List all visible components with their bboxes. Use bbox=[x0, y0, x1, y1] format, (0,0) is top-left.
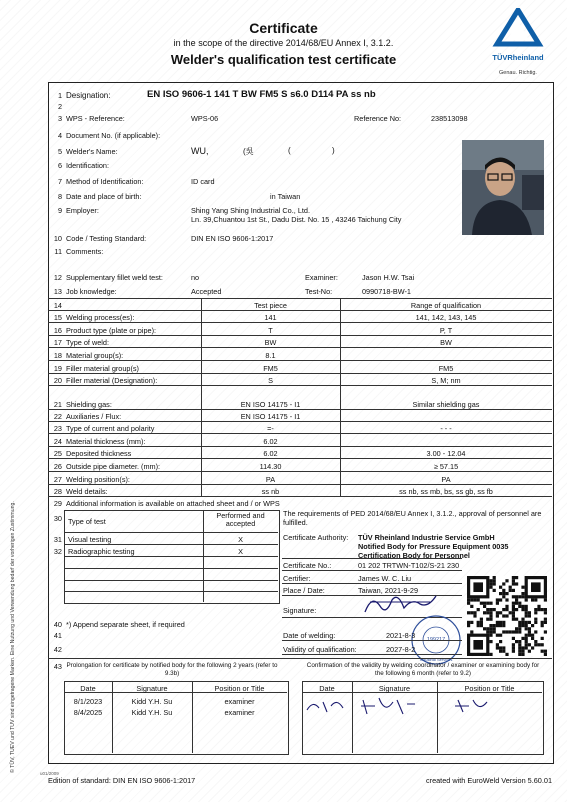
table-header-line bbox=[48, 310, 552, 311]
code-value: DIN EN ISO 9606-1:2017 bbox=[191, 234, 274, 243]
welder-name-part3: ) bbox=[332, 146, 335, 155]
welder-photo bbox=[462, 140, 544, 235]
test-row-line-2 bbox=[64, 544, 278, 545]
row-number: 1 bbox=[57, 91, 62, 100]
footer-edition: Edition of standard: DIN EN ISO 9606-1:2017 bbox=[48, 776, 196, 785]
table-row-piece: FM5 bbox=[263, 364, 278, 373]
table-row-label: Shielding gas: bbox=[66, 400, 112, 409]
table-row-line bbox=[48, 335, 552, 336]
table-row-line bbox=[48, 433, 552, 434]
table-row-label: Deposited thickness bbox=[66, 449, 132, 458]
side-legal-text: © TÜV, TUEV und TUV sind eingetragene Marken. Eine Nutzung und Verwendung bedarf der vorherigen Zustimmung. bbox=[10, 501, 16, 773]
right-signature-header: Signature bbox=[378, 684, 411, 693]
certifier-label: Certifier: bbox=[283, 574, 311, 583]
right-date-header: Date bbox=[319, 684, 335, 693]
table-row-line bbox=[48, 458, 552, 459]
wps-label: WPS - Reference: bbox=[66, 114, 125, 123]
validity-label: Validity of qualification: bbox=[283, 645, 357, 654]
left-position-header: Position or Title bbox=[214, 684, 265, 693]
employer-line1: Shing Yang Shing Industrial Co., Ltd. bbox=[191, 206, 310, 215]
prolong-date: 8/1/2023 bbox=[73, 697, 103, 706]
birth-value: in Taiwan bbox=[270, 192, 301, 201]
place-date-value: Taiwan, 2021-9-29 bbox=[358, 586, 419, 595]
table-row-line bbox=[48, 347, 552, 348]
prolong-top-line bbox=[48, 658, 552, 659]
table-row-line bbox=[48, 322, 552, 323]
signature-label: Signature: bbox=[283, 606, 317, 615]
table-row-piece: PA bbox=[265, 475, 276, 484]
prolong-date: 8/4/2025 bbox=[73, 708, 103, 717]
table-row-line bbox=[48, 385, 552, 386]
row-number: 8 bbox=[57, 192, 62, 201]
table-row-range: ≥ 57.15 bbox=[433, 462, 459, 471]
table-row-line bbox=[48, 409, 552, 410]
examiner-label: Examiner: bbox=[305, 273, 338, 282]
row-number: 42 bbox=[53, 645, 62, 654]
row-number: 2 bbox=[57, 102, 62, 111]
row-number: 4 bbox=[57, 131, 62, 140]
test-no-label: Test-No: bbox=[305, 287, 333, 296]
table-row-label: Weld details: bbox=[66, 487, 108, 496]
row-number: 13 bbox=[53, 287, 62, 296]
table-top-line bbox=[48, 298, 552, 299]
table-row-label: Filler material (Designation): bbox=[66, 376, 158, 385]
table-row-label: Type of current and polarity bbox=[66, 424, 155, 433]
supplementary-value: no bbox=[191, 273, 200, 282]
welder-name-label: Welder's Name: bbox=[66, 147, 118, 156]
row-number: 19 bbox=[53, 364, 62, 373]
table-row-line bbox=[48, 471, 552, 472]
row-number: 25 bbox=[53, 449, 62, 458]
table-row-line bbox=[48, 421, 552, 422]
row-number: 29 bbox=[53, 499, 62, 508]
row-number: 22 bbox=[53, 412, 62, 421]
stamp-number: 199217 bbox=[426, 637, 446, 643]
row-number: 24 bbox=[53, 437, 62, 446]
row-number: 15 bbox=[53, 313, 62, 322]
test-row-line-1 bbox=[64, 532, 278, 533]
table-row-label: Type of weld: bbox=[66, 338, 109, 347]
designation-label: Designation: bbox=[66, 91, 111, 100]
row-number: 17 bbox=[53, 338, 62, 347]
logo-text: TÜVRheinland bbox=[492, 53, 544, 62]
visual-testing: Visual testing bbox=[68, 535, 112, 544]
examiner-value: Jason H.W. Tsai bbox=[362, 273, 415, 282]
welder-name-part2: ( bbox=[288, 146, 291, 155]
table-bottom-line bbox=[48, 496, 552, 497]
main-title: Welder's qualification test certificate bbox=[170, 52, 397, 67]
table-row-label: Filler material group(s) bbox=[66, 364, 139, 373]
table-row-range: FM5 bbox=[438, 364, 454, 373]
table-row-line bbox=[48, 446, 552, 447]
code-label: Code / Testing Standard: bbox=[66, 234, 147, 243]
row-number: 43 bbox=[53, 662, 62, 671]
type-of-test-header: Type of test bbox=[68, 517, 106, 526]
document-label: Document No. (if applicable): bbox=[66, 131, 161, 140]
row-number: 7 bbox=[57, 177, 62, 186]
table-row-piece: EN ISO 14175 - I1 bbox=[240, 412, 301, 421]
row-number: 14 bbox=[53, 301, 62, 310]
certificate-no-value: 01 202 TRTWN-T102/S-21 230 bbox=[358, 561, 460, 570]
table-row-range: 3.00 - 12.04 bbox=[426, 449, 466, 458]
prolong-position: examiner bbox=[224, 708, 255, 717]
authority-label: Certificate Authority: bbox=[283, 533, 349, 542]
ped-line-7 bbox=[282, 654, 462, 655]
left-date-header: Date bbox=[80, 684, 96, 693]
append-note: *) Append separate sheet, if required bbox=[66, 620, 185, 629]
table-row-piece: BW bbox=[264, 338, 277, 347]
test-no-value: 0990718-BW-1 bbox=[362, 287, 411, 296]
additional-info: Additional information is available on attached sheet and / or WPS bbox=[66, 499, 280, 508]
date-of-welding-value: 2021-8-3 bbox=[386, 631, 416, 640]
prolong-left-title: Prolongation for certificate by notified body for the following 2 years (refer to 9.3b) bbox=[66, 662, 278, 677]
designation-value: EN ISO 9606-1 141 T BW FM5 S s6.0 D114 PA ss nb bbox=[147, 89, 376, 100]
job-knowledge-value: Accepted bbox=[191, 287, 222, 296]
authority-line3: Certification Body for Personnel bbox=[358, 551, 470, 560]
table-row-label: Material thickness (mm): bbox=[66, 437, 146, 446]
ped-line-1 bbox=[282, 558, 462, 559]
row-number: 40 bbox=[53, 620, 62, 629]
handwritten-entries-icon bbox=[303, 694, 541, 720]
birth-label: Date and place of birth: bbox=[66, 192, 142, 201]
table-row-range: ss nb, ss mb, bs, ss gb, ss fb bbox=[399, 487, 493, 496]
qr-code-icon bbox=[467, 576, 547, 656]
table-row-piece: T bbox=[268, 326, 273, 335]
row-number: 16 bbox=[53, 326, 62, 335]
radiographic-testing: Radiographic testing bbox=[68, 547, 135, 556]
test-row-line-6 bbox=[64, 591, 278, 592]
ped-statement: The requirements of PED 2014/68/EU Annex I, 3.1.2., approval of personnel are fulfilled. bbox=[283, 509, 542, 527]
row-number: 11 bbox=[54, 247, 62, 256]
identification-label: Identification: bbox=[66, 161, 109, 170]
table-row-piece: ss nb bbox=[261, 487, 280, 496]
table-row-label: Auxiliaries / Flux: bbox=[66, 412, 122, 421]
employer-label: Employer: bbox=[66, 206, 99, 215]
certificate-no-label: Certificate No.: bbox=[283, 561, 332, 570]
row-number: 31 bbox=[53, 535, 62, 544]
method-value: ID card bbox=[191, 177, 215, 186]
row-number: 30 bbox=[53, 514, 62, 523]
directive-subtitle: in the scope of the directive 2014/68/EU Annex I, 3.1.2. bbox=[173, 38, 394, 48]
date-of-welding-label: Date of welding: bbox=[283, 631, 336, 640]
authority-line2: Notified Body for Pressure Equipment 0035 bbox=[358, 542, 509, 551]
validity-value: 2027-8-2 bbox=[386, 645, 416, 654]
certificate-title: Certificate bbox=[249, 20, 318, 36]
place-date-label: Place / Date: bbox=[283, 586, 325, 595]
row-number: 23 bbox=[53, 424, 62, 433]
table-row-line bbox=[48, 373, 552, 374]
prolong-position: examiner bbox=[224, 697, 255, 706]
row-number: 9 bbox=[57, 206, 62, 215]
table-row-range: BW bbox=[440, 338, 452, 347]
authority-line1: TÜV Rheinland Industrie Service GmbH bbox=[358, 533, 495, 542]
table-row-piece: S bbox=[268, 376, 273, 385]
table-row-piece: =- bbox=[267, 424, 274, 433]
row-number: 5 bbox=[57, 147, 62, 156]
row-number: 6 bbox=[57, 161, 62, 170]
table-row-line bbox=[48, 484, 552, 485]
table-row-range: 141, 142, 143, 145 bbox=[415, 313, 477, 322]
ped-line-6 bbox=[282, 640, 462, 641]
certifier-value: James W. C. Liu bbox=[358, 574, 412, 583]
radiographic-testing-mark: X bbox=[238, 547, 243, 556]
supplementary-label: Supplementary fillet weld test: bbox=[66, 273, 163, 282]
logo-tagline: Genau. Richtig. bbox=[499, 70, 537, 76]
test-piece-header: Test piece bbox=[254, 301, 287, 310]
table-row-piece: 114.30 bbox=[259, 462, 282, 471]
test-row-line-4 bbox=[64, 568, 278, 569]
triangle-logo-icon bbox=[483, 8, 553, 48]
visual-testing-mark: X bbox=[238, 535, 243, 544]
comments-label: Comments: bbox=[66, 247, 104, 256]
range-header: Range of qualification bbox=[410, 301, 482, 310]
portrait-image bbox=[462, 140, 544, 235]
table-row-piece: 6.02 bbox=[263, 449, 278, 458]
table-row-label: Outside pipe diameter. (mm): bbox=[66, 462, 161, 471]
row-number: 21 bbox=[53, 400, 62, 409]
row-number: 32 bbox=[53, 547, 62, 556]
prolong-right-title: Confirmation of the validity by welding coordinator / examiner or examining body for the following 6 month (refer to 9.2) bbox=[306, 662, 540, 677]
table-row-range: P, T bbox=[439, 326, 453, 335]
row-number: 27 bbox=[53, 475, 62, 484]
table-row-piece: 6.02 bbox=[263, 437, 278, 446]
row-number: 26 bbox=[53, 462, 62, 471]
wps-value: WPS-06 bbox=[191, 114, 219, 123]
method-label: Method of Identification: bbox=[66, 177, 144, 186]
table-row-label: Welding process(es): bbox=[66, 313, 135, 322]
right-position-header: Position or Title bbox=[464, 684, 515, 693]
test-row-line-3 bbox=[64, 556, 278, 557]
footer-version: created with EuroWeld Version 5.60.01 bbox=[425, 776, 552, 785]
tuv-logo bbox=[483, 8, 553, 78]
table-row-label: Welding position(s): bbox=[66, 475, 130, 484]
welder-name-value: WU, bbox=[191, 146, 209, 156]
row-number: 3 bbox=[57, 114, 62, 123]
performed-header: Performed and accepted bbox=[216, 511, 265, 528]
table-row-label: Material group(s): bbox=[66, 351, 124, 360]
ped-line-3 bbox=[282, 583, 462, 584]
welder-name-part1: (吳 bbox=[243, 147, 254, 156]
row-number: 41 bbox=[53, 631, 62, 640]
table-row-piece: 8.1 bbox=[265, 351, 276, 360]
job-knowledge-label: Job knowledge: bbox=[66, 287, 117, 296]
stamp-text: Industrial Services bbox=[419, 657, 453, 662]
table-row-range: - - - bbox=[440, 424, 452, 433]
table-row-label: Product type (plate or pipe): bbox=[66, 326, 157, 335]
table-row-piece: 141 bbox=[264, 313, 277, 322]
table-row-range: S, M; nm bbox=[431, 376, 461, 385]
ped-line-2 bbox=[282, 570, 462, 571]
prolong-signature: Kidd Y.H. Su bbox=[131, 708, 173, 717]
table-row-line bbox=[48, 360, 552, 361]
row-number: 20 bbox=[53, 376, 62, 385]
table-row-range: Similar shielding gas bbox=[412, 400, 480, 409]
reference-value: 238513098 bbox=[431, 114, 468, 123]
left-signature-header: Signature bbox=[136, 684, 168, 693]
table-row-piece: EN ISO 14175 - I1 bbox=[240, 400, 301, 409]
form-code: u01/2009 bbox=[40, 771, 59, 776]
prolong-signature: Kidd Y.H. Su bbox=[131, 697, 173, 706]
employer-line2: Ln. 39,Chuantou 1st St., Dadu Dist. No. 15 , 43246 Taichung City bbox=[191, 215, 402, 224]
row-number: 28 bbox=[53, 487, 62, 496]
row-number: 18 bbox=[53, 351, 62, 360]
test-row-line-5 bbox=[64, 580, 278, 581]
row-number: 10 bbox=[53, 234, 62, 243]
reference-label: Reference No: bbox=[354, 114, 402, 123]
table-row-range: PA bbox=[441, 475, 451, 484]
row-number: 12 bbox=[53, 273, 62, 282]
